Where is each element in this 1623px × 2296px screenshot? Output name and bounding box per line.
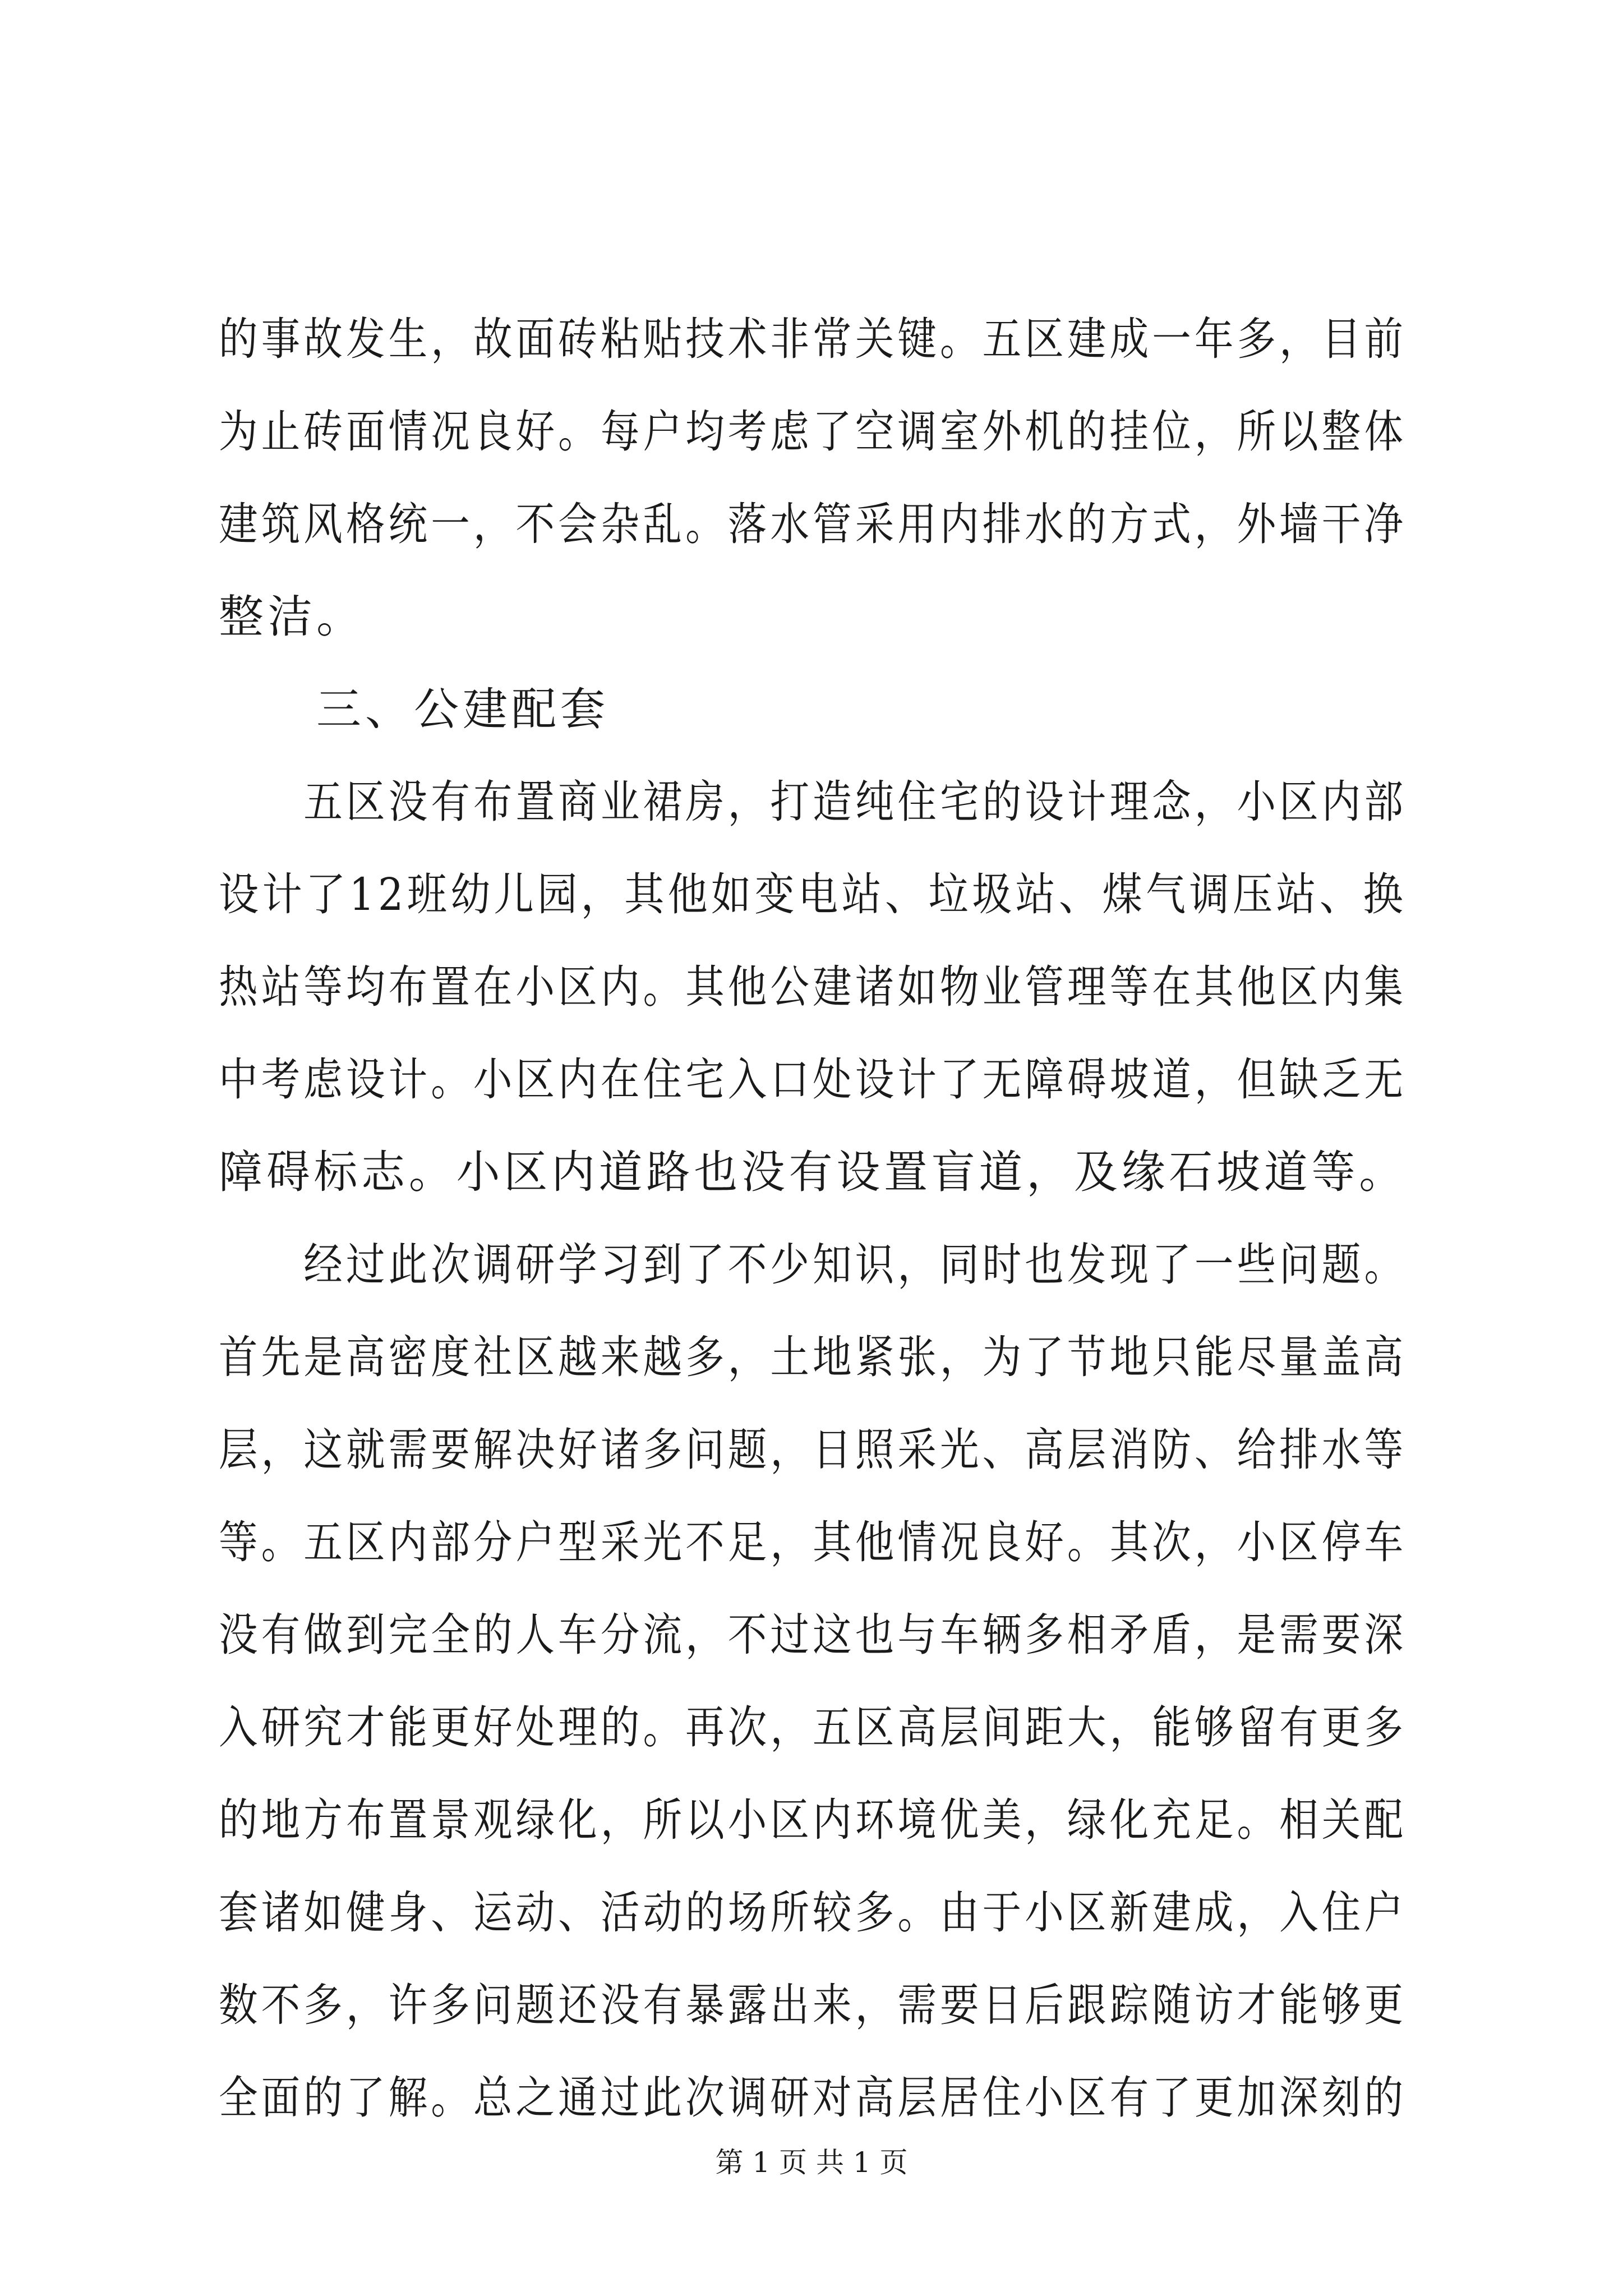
body-text-line: 没有做到完全的人车分流，不过这也与车辆多相矛盾，是需要深 <box>219 1609 1407 1661</box>
body-text-line: 整洁。 <box>219 591 365 643</box>
body-text-line: 等。五区内部分户型采光不足，其他情况良好。其次，小区停车 <box>219 1516 1407 1568</box>
body-text-line: 首先是高密度社区越来越多，土地紧张，为了节地只能尽量盖高 <box>219 1331 1407 1383</box>
body-text-line: 障碍标志。小区内道路也没有设置盲道，及缘石坡道等。 <box>219 1146 1407 1198</box>
section-heading: 三、公建配套 <box>219 683 609 735</box>
body-text-line: 层，这就需要解决好诸多问题，日照采光、高层消防、给排水等 <box>219 1424 1407 1476</box>
body-text-line: 热站等均布置在小区内。其他公建诸如物业管理等在其他区内集 <box>219 961 1407 1013</box>
body-text-line: 中考虑设计。小区内在住宅入口处设计了无障碍坡道，但缺乏无 <box>219 1053 1407 1106</box>
body-text-line: 数不多，许多问题还没有暴露出来，需要日后跟踪随访才能够更 <box>219 1979 1407 2031</box>
body-text-line: 全面的了解。总之通过此次调研对高层居住小区有了更加深刻的 <box>219 2072 1407 2124</box>
body-text-line: 的事故发生，故面砖粘贴技术非常关键。五区建成一年多，目前 <box>219 313 1407 365</box>
page-number-footer: 第 1 页 共 1 页 <box>715 2146 908 2179</box>
body-text-line: 建筑风格统一，不会杂乱。落水管采用内排水的方式，外墙干净 <box>219 498 1407 550</box>
body-text-line: 设计了12班幼儿园，其他如变电站、垃圾站、煤气调压站、换 <box>219 868 1407 921</box>
body-text-line: 五区没有布置商业裙房，打造纯住宅的设计理念，小区内部 <box>219 776 1407 828</box>
body-text-line: 经过此次调研学习到了不少知识，同时也发现了一些问题。 <box>219 1239 1407 1291</box>
body-text-line: 的地方布置景观绿化，所以小区内环境优美，绿化充足。相关配 <box>219 1794 1407 1846</box>
body-text-line: 入研究才能更好处理的。再次，五区高层间距大，能够留有更多 <box>219 1701 1407 1754</box>
body-text-line: 为止砖面情况良好。每户均考虑了空调室外机的挂位，所以整体 <box>219 406 1407 458</box>
body-text-line: 套诸如健身、运动、活动的场所较多。由于小区新建成，入住户 <box>219 1887 1407 1939</box>
